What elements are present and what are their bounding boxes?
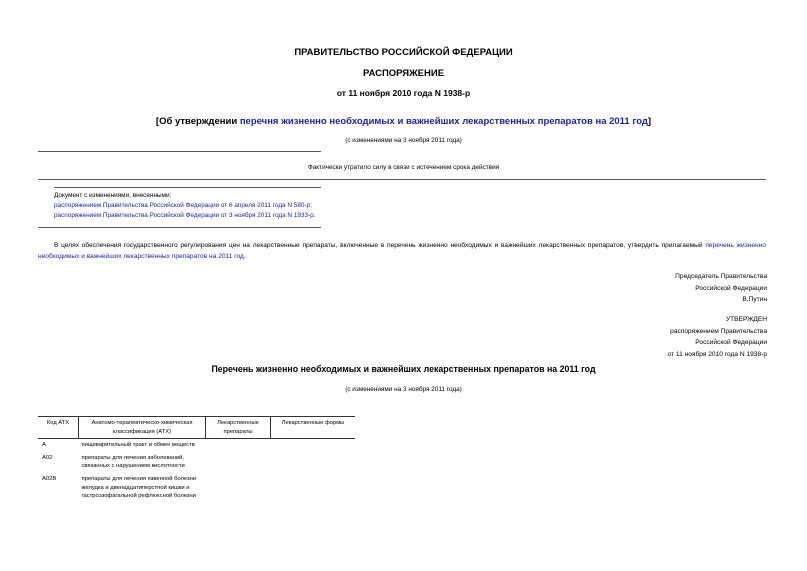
signature-line: Председатель Правительства xyxy=(675,273,767,280)
table-header: Код АТХ xyxy=(38,417,79,439)
approved-line: распоряжением Правительства xyxy=(670,327,767,335)
paragraph-link[interactable]: перечень жизненно необходимых и важнейших лекарственных препаратов на 2011 год xyxy=(38,242,766,260)
main-paragraph xyxy=(38,240,766,262)
form-cell xyxy=(271,439,356,452)
doc-changes-label: Документ с изменениями, внесенными: xyxy=(54,192,172,199)
table-header: Анатомо-терапевтическо-химическая классификация (АТХ) xyxy=(79,417,206,439)
signature-line: Российской Федерации xyxy=(695,284,767,292)
signature-block xyxy=(675,271,767,306)
signature-name: В.Путин xyxy=(742,296,767,303)
doc-change-link[interactable]: распоряжением Правительства Российской Федерации от 6 апреля 2011 года N 580-р; xyxy=(54,202,312,209)
atx-code: A xyxy=(42,442,46,449)
atx-code: A02B xyxy=(42,475,57,482)
atx-name: пищеварительный тракт и обмен веществ xyxy=(81,442,195,449)
approved-block xyxy=(668,314,767,360)
table-header: Лекарственные формы xyxy=(271,417,356,439)
approved-line: от 11 ноября 2010 года N 1938-р xyxy=(667,350,767,358)
list-edits-note: (с изменениями на 3 ноября 2011 года) xyxy=(345,386,462,393)
document-type: РАСПОРЯЖЕНИЕ xyxy=(362,68,445,79)
doc-change-link[interactable]: распоряжением Правительства Российской Федерации от 3 ноября 2011 года N 1933-р. xyxy=(54,212,316,219)
subject-prefix: [Об утверждении xyxy=(155,116,240,127)
drug-cell xyxy=(206,473,271,503)
form-cell xyxy=(271,473,356,503)
status-text: Фактически утратило силу в связи с истечением срока действия xyxy=(307,164,500,171)
drug-cell xyxy=(206,439,271,452)
document-date-number: от 11 ноября 2010 года N 1938-р xyxy=(336,88,471,98)
atx-name: препараты для лечения язвенной болезни желудка и двенадцатиперстной кишки и гастроэзофагальной рефлюксной болезни xyxy=(81,475,197,500)
table-row xyxy=(38,452,355,473)
divider xyxy=(38,227,321,228)
government-heading: ПРАВИТЕЛЬСТВО РОССИЙСКОЙ ФЕДЕРАЦИИ xyxy=(294,47,513,58)
edits-note: (с изменениями на 3 ноября 2011 года) xyxy=(345,137,462,144)
list-title: Перечень жизненно необходимых и важнейших лекарственных препаратов на 2011 год xyxy=(211,364,596,374)
atx-name: препараты для лечения заболеваний, связанных с нарушением кислотности xyxy=(81,454,185,470)
atx-code: A02 xyxy=(42,454,53,461)
subject-link[interactable]: перечня жизненно необходимых и важнейших лекарственных препаратов на 2011 год xyxy=(239,116,648,127)
divider xyxy=(38,179,766,180)
form-cell xyxy=(271,452,356,473)
drug-cell xyxy=(206,452,271,473)
table-row xyxy=(38,439,355,452)
table-row xyxy=(38,473,355,503)
approved-line: Российской Федерации xyxy=(695,339,767,346)
subject-suffix: ] xyxy=(647,116,652,127)
divider xyxy=(38,151,321,152)
atx-table xyxy=(38,416,355,503)
table-header: Лекарственные препараты xyxy=(206,417,271,439)
paragraph-end: . xyxy=(243,253,246,260)
approved-line: УТВЕРЖДЕН xyxy=(725,316,767,323)
paragraph-text: В целях обеспечения государственного регулирования цен на лекарственные препараты, включенные в перечень жизненно необходимых и важнейших лекарственных препаратов, утвердить прилагаемый xyxy=(54,242,706,249)
document-subject xyxy=(0,116,807,127)
divider xyxy=(54,187,321,188)
